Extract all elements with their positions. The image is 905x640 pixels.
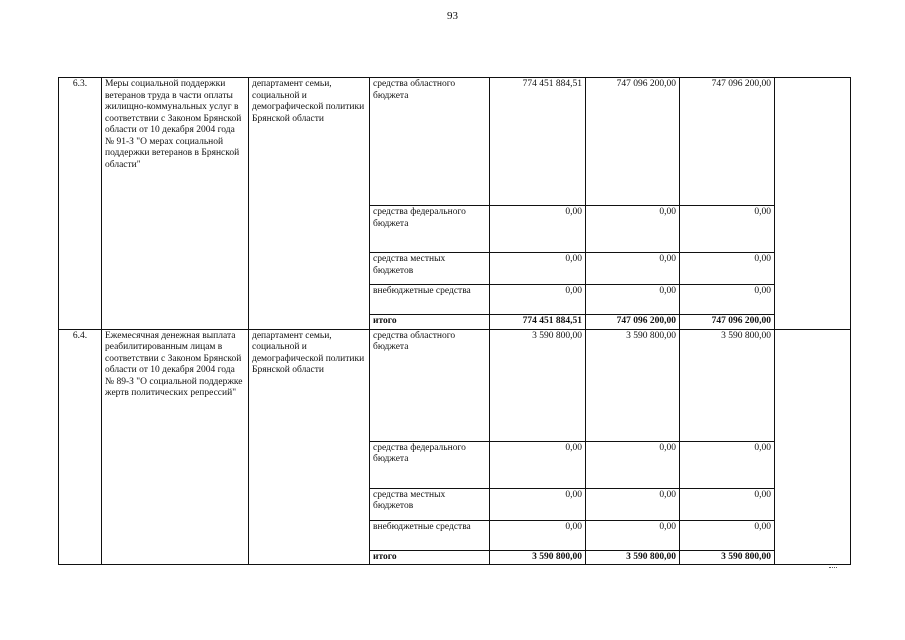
section-name: Ежемесячная денежная выплата реабилитированным лицам в соответствии с Законом Брянской области от 10 декабря 2004 года № 89-З "О социальной поддержке жертв политических репрессий": [102, 329, 249, 565]
funding-source: внебюджетные средства: [370, 520, 490, 550]
amount-cell: 0,00: [586, 441, 680, 488]
funding-source: средства местных бюджетов: [370, 488, 490, 520]
amount-cell: 747 096 200,00: [586, 78, 680, 206]
amount-cell: 0,00: [490, 253, 586, 285]
funding-source: средства областного бюджета: [370, 329, 490, 441]
amount-cell: 774 451 884,51: [490, 78, 586, 206]
amount-cell: 0,00: [586, 206, 680, 253]
amount-cell: 0,00: [680, 488, 775, 520]
amount-cell: 0,00: [490, 206, 586, 253]
amount-cell: 0,00: [490, 285, 586, 315]
empty-cell: [775, 78, 851, 330]
total-label: итого: [370, 315, 490, 330]
amount-cell: 0,00: [490, 520, 586, 550]
budget-table: [58, 77, 851, 565]
total-amount: 774 451 884,51: [490, 315, 586, 330]
amount-cell: 0,00: [586, 253, 680, 285]
section-code: 6.4.: [59, 329, 102, 565]
total-amount: 3 590 800,00: [490, 550, 586, 565]
table-row: [59, 78, 851, 206]
amount-cell: 0,00: [680, 253, 775, 285]
table-row: [59, 329, 851, 441]
funding-source: средства областного бюджета: [370, 78, 490, 206]
section-code: 6.3.: [59, 78, 102, 330]
total-label: итого: [370, 550, 490, 565]
amount-cell: 747 096 200,00: [680, 78, 775, 206]
section-name: Меры социальной поддержки ветеранов труда в части оплаты жилищно-коммунальных услуг в соответствии с Законом Брянской области от 10 декабря 2004 года № 91-З "О мерах социальной поддержки ветеранов в Брянской области": [102, 78, 249, 330]
amount-cell: 0,00: [586, 520, 680, 550]
amount-cell: 0,00: [490, 441, 586, 488]
total-amount: 3 590 800,00: [680, 550, 775, 565]
funding-source: внебюджетные средства: [370, 285, 490, 315]
amount-cell: 0,00: [490, 488, 586, 520]
empty-cell: [775, 329, 851, 565]
amount-cell: 0,00: [680, 206, 775, 253]
total-amount: 747 096 200,00: [680, 315, 775, 330]
amount-cell: 0,00: [680, 285, 775, 315]
amount-cell: 0,00: [586, 285, 680, 315]
section-executor: департамент семьи, социальной и демографической политики Брянской области: [249, 78, 370, 330]
total-amount: 747 096 200,00: [586, 315, 680, 330]
page-number: 93: [447, 10, 458, 22]
amount-cell: 3 590 800,00: [586, 329, 680, 441]
funding-source: средства федерального бюджета: [370, 441, 490, 488]
amount-cell: 0,00: [586, 488, 680, 520]
funding-source: средства федерального бюджета: [370, 206, 490, 253]
scan-artifact: [829, 567, 837, 568]
total-amount: 3 590 800,00: [586, 550, 680, 565]
amount-cell: 0,00: [680, 441, 775, 488]
section-executor: департамент семьи, социальной и демографической политики Брянской области: [249, 329, 370, 565]
amount-cell: 3 590 800,00: [490, 329, 586, 441]
amount-cell: 0,00: [680, 520, 775, 550]
funding-source: средства местных бюджетов: [370, 253, 490, 285]
amount-cell: 3 590 800,00: [680, 329, 775, 441]
